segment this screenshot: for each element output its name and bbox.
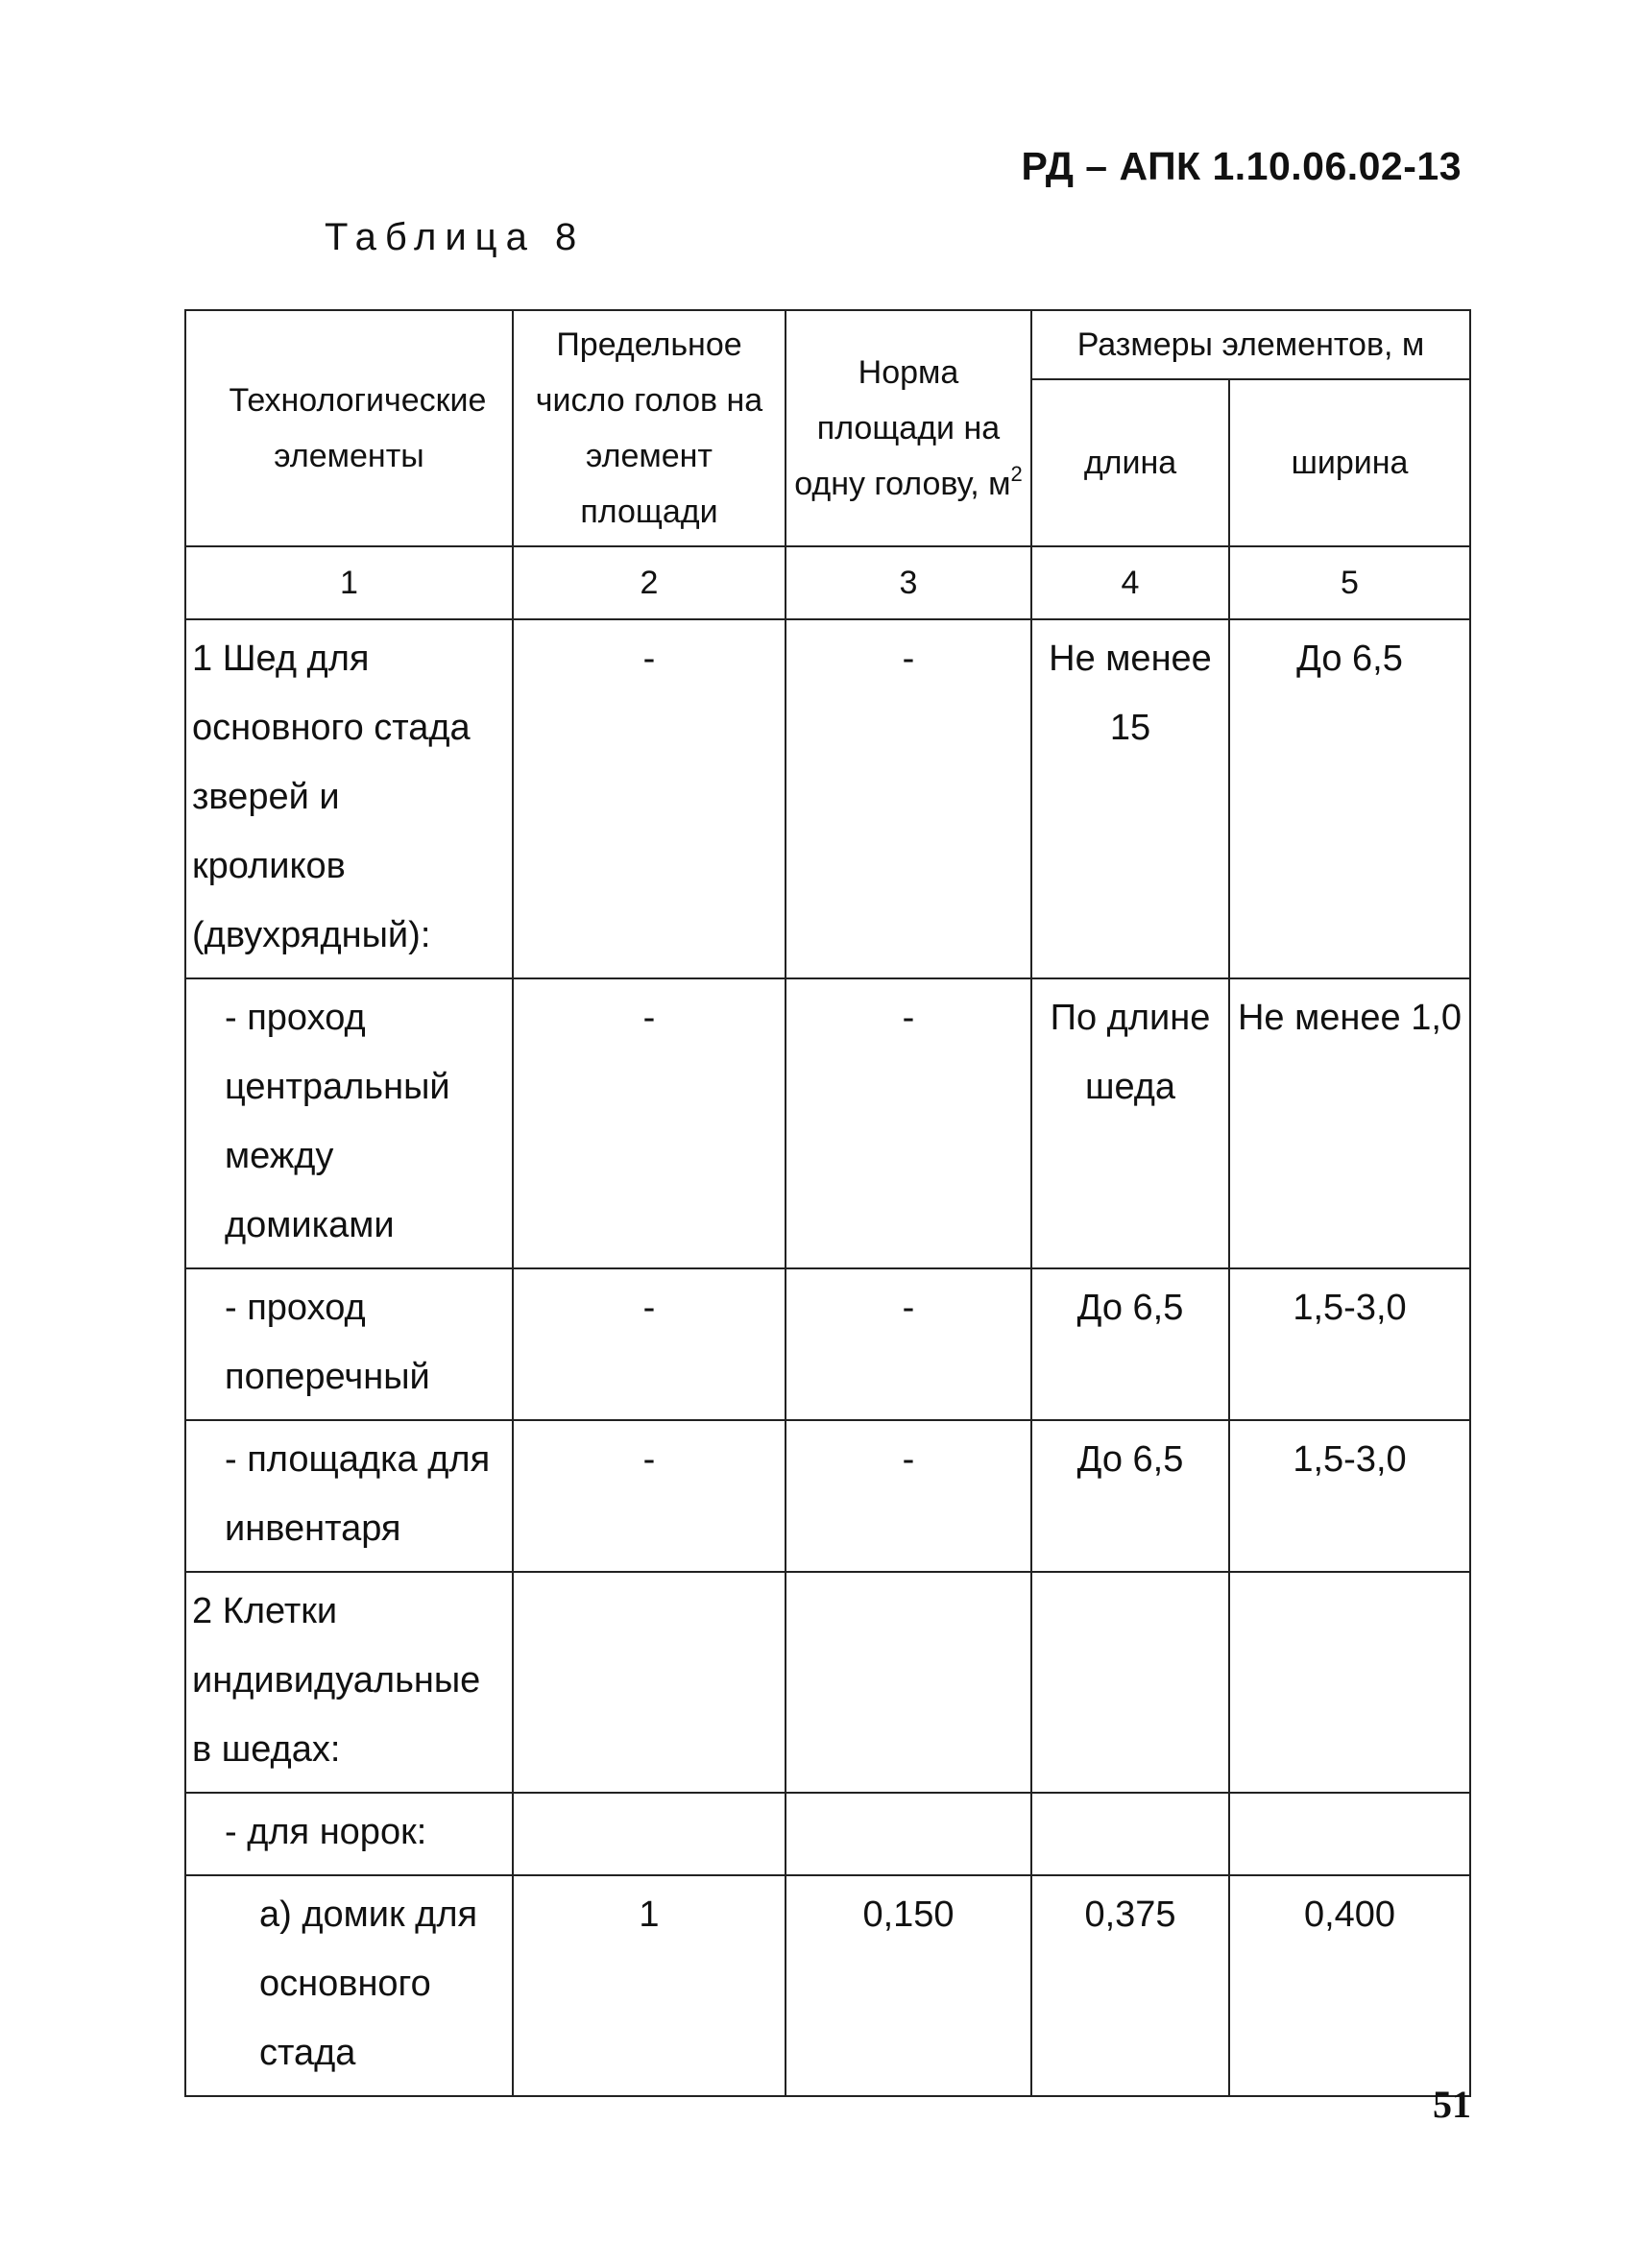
norm-value bbox=[786, 1794, 1030, 1805]
width-value: 0,400 bbox=[1303, 1894, 1396, 1935]
norm-value: - bbox=[902, 1288, 915, 1328]
heads-cell bbox=[513, 1268, 786, 1420]
table-row bbox=[185, 978, 1470, 1268]
length-value: Не менее 15 bbox=[1049, 639, 1212, 748]
norm-value: - bbox=[902, 1439, 915, 1480]
heads-cell bbox=[513, 1793, 786, 1875]
heads-cell bbox=[513, 1875, 786, 2096]
table-row bbox=[185, 1268, 1470, 1420]
length-value: До 6,5 bbox=[1076, 1439, 1184, 1480]
header-head-limit bbox=[513, 310, 786, 546]
width-cell bbox=[1229, 1420, 1470, 1572]
page-number: 51 bbox=[1433, 2083, 1471, 2126]
element-text: 2 Клетки индивидуальные в шедах: bbox=[192, 1591, 481, 1770]
norms-table bbox=[184, 309, 1471, 2097]
length-cell bbox=[1031, 1793, 1229, 1875]
length-value: До 6,5 bbox=[1076, 1288, 1184, 1328]
element-cell bbox=[185, 1875, 513, 2096]
heads-value: 1 bbox=[639, 1894, 660, 1935]
header-width: ширина bbox=[1229, 379, 1470, 546]
header-col3-label bbox=[792, 345, 1025, 512]
table-row bbox=[185, 1572, 1470, 1793]
heads-value: - bbox=[642, 1288, 656, 1328]
element-cell bbox=[185, 1420, 513, 1572]
norm-value: - bbox=[902, 639, 915, 679]
header-row-top bbox=[185, 310, 1470, 379]
norm-cell bbox=[786, 619, 1031, 978]
norm-value bbox=[786, 1573, 1030, 1584]
table-row bbox=[185, 1793, 1470, 1875]
width-value bbox=[1230, 1573, 1469, 1584]
width-cell bbox=[1229, 1793, 1470, 1875]
column-number-row bbox=[185, 546, 1470, 619]
column-number: 4 bbox=[1031, 546, 1229, 619]
length-cell bbox=[1031, 1420, 1229, 1572]
header-length: длина bbox=[1031, 379, 1229, 546]
header-col2-label: Предельное число голов на элемент площади bbox=[535, 326, 763, 530]
width-value bbox=[1230, 1794, 1469, 1805]
norm-cell bbox=[786, 1420, 1031, 1572]
width-cell bbox=[1229, 619, 1470, 978]
width-cell bbox=[1229, 1268, 1470, 1420]
element-text: 1 Шед для основного стада зверей и кроликов (двухрядный): bbox=[192, 639, 471, 955]
element-text: - проход центральный между домиками bbox=[225, 998, 450, 1245]
norm-value: 0,150 bbox=[862, 1894, 955, 1935]
heads-value bbox=[514, 1573, 785, 1584]
element-text: - площадка для инвентаря bbox=[225, 1439, 491, 1549]
element-text: - проход поперечный bbox=[225, 1288, 430, 1397]
heads-cell bbox=[513, 978, 786, 1268]
header-col3-text: Норма площади на одну голову, м bbox=[794, 354, 1011, 502]
length-cell bbox=[1031, 619, 1229, 978]
norm-cell bbox=[786, 1572, 1031, 1793]
width-value: До 6,5 bbox=[1296, 639, 1403, 679]
length-value: По длине шеда bbox=[1050, 998, 1211, 1107]
column-number: 2 bbox=[513, 546, 786, 619]
header-col3-superscript: 2 bbox=[1010, 462, 1023, 486]
heads-value: - bbox=[642, 639, 656, 679]
element-text: - для норок: bbox=[225, 1812, 427, 1852]
width-value: Не менее 1,0 bbox=[1237, 998, 1463, 1038]
length-value: 0,375 bbox=[1084, 1894, 1176, 1935]
heads-cell bbox=[513, 1420, 786, 1572]
document-code: РД – АПК 1.10.06.02-13 bbox=[1021, 144, 1462, 188]
element-cell bbox=[185, 1572, 513, 1793]
header-element-sizes: Размеры элементов, м bbox=[1031, 310, 1470, 379]
width-cell bbox=[1229, 1875, 1470, 2096]
width-value: 1,5-3,0 bbox=[1293, 1439, 1407, 1480]
heads-cell bbox=[513, 619, 786, 978]
length-value bbox=[1032, 1794, 1228, 1805]
heads-value: - bbox=[642, 998, 656, 1038]
column-number: 1 bbox=[185, 546, 513, 619]
length-cell bbox=[1031, 978, 1229, 1268]
length-cell bbox=[1031, 1875, 1229, 2096]
width-cell bbox=[1229, 1572, 1470, 1793]
norm-value: - bbox=[902, 998, 915, 1038]
header-col1-label: Технологические элементы bbox=[229, 382, 487, 474]
element-cell bbox=[185, 619, 513, 978]
heads-value: - bbox=[642, 1439, 656, 1480]
table-row bbox=[185, 1420, 1470, 1572]
header-technological-elements bbox=[185, 310, 513, 546]
norm-cell bbox=[786, 1793, 1031, 1875]
table-row bbox=[185, 1875, 1470, 2096]
element-cell bbox=[185, 1268, 513, 1420]
heads-cell bbox=[513, 1572, 786, 1793]
table-row bbox=[185, 619, 1470, 978]
length-value bbox=[1032, 1573, 1228, 1584]
element-cell bbox=[185, 1793, 513, 1875]
norm-cell bbox=[786, 978, 1031, 1268]
length-cell bbox=[1031, 1268, 1229, 1420]
element-cell bbox=[185, 978, 513, 1268]
element-text: а) домик для основного стада bbox=[259, 1894, 478, 2073]
header-area-norm bbox=[786, 310, 1031, 546]
table-caption: Таблица 8 bbox=[325, 216, 586, 258]
norm-cell bbox=[786, 1875, 1031, 2096]
length-cell bbox=[1031, 1572, 1229, 1793]
column-number: 3 bbox=[786, 546, 1031, 619]
width-cell bbox=[1229, 978, 1470, 1268]
width-value: 1,5-3,0 bbox=[1293, 1288, 1407, 1328]
column-number: 5 bbox=[1229, 546, 1470, 619]
norm-cell bbox=[786, 1268, 1031, 1420]
heads-value bbox=[514, 1794, 785, 1805]
